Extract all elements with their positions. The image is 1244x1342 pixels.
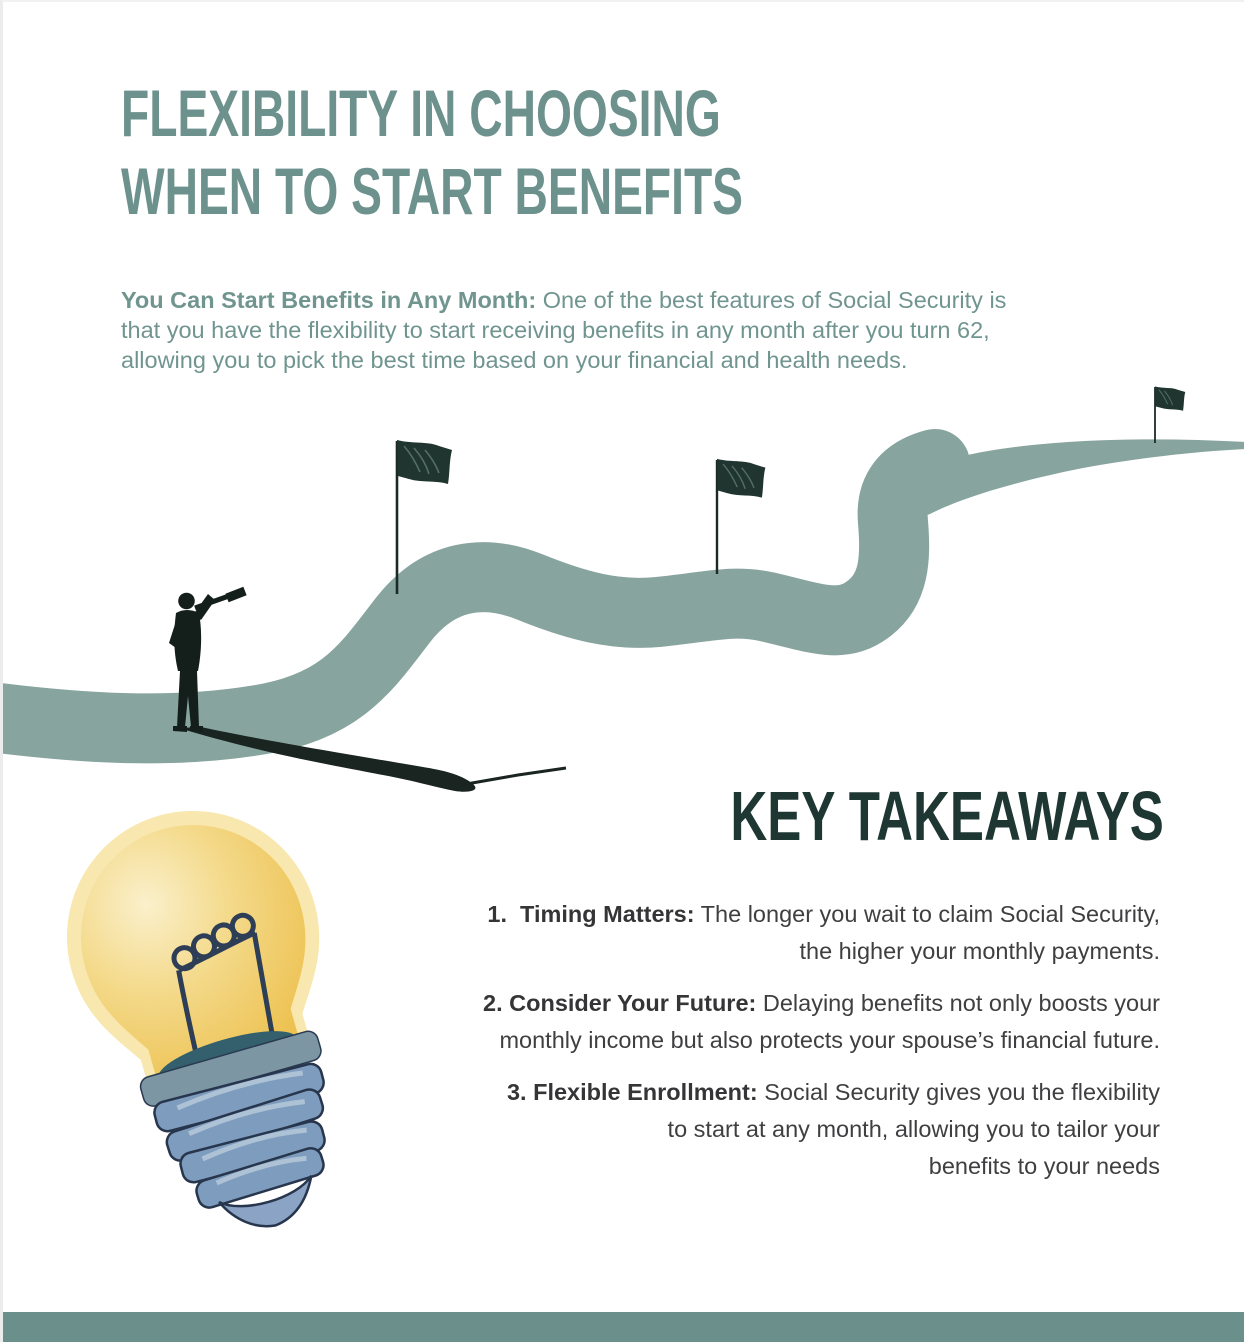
- takeaway-item-2: [340, 985, 1160, 1059]
- takeaway-1-text-line2: the higher your monthly payments.: [799, 938, 1160, 964]
- intro-line-1: [121, 287, 1006, 313]
- telescope-icon-barrel: [227, 591, 245, 598]
- lightbulb-illustration: [33, 795, 363, 1280]
- intro-line-1-rest: One of the best features of Social Security is: [536, 286, 1007, 313]
- takeaway-item-3: [340, 1074, 1160, 1185]
- winding-path-illustration: [3, 464, 935, 728]
- footer-bar: [3, 1312, 1244, 1342]
- figure-torso: [174, 610, 201, 671]
- takeaway-2-lead: 2. Consider Your Future:: [483, 990, 757, 1016]
- intro-lead-bold: You Can Start Benefits in Any Month:: [121, 286, 537, 313]
- milestone-flag-3-icon: [1155, 387, 1185, 443]
- milestone-flag-2-icon: [717, 459, 765, 574]
- takeaway-1-lead: 1. Timing Matters:: [487, 901, 695, 927]
- page-title-line1: FLEXIBILITY IN CHOOSING: [121, 76, 721, 150]
- figure-shadow: [179, 727, 566, 792]
- page-title-line2: WHEN TO START BENEFITS: [121, 154, 743, 228]
- takeaway-2-text: Delaying benefits not only boosts your: [756, 990, 1160, 1016]
- takeaway-item-1: [340, 896, 1160, 970]
- intro-paragraph: [121, 285, 1006, 375]
- intro-line-3: allowing you to pick the best time based on your financial and health needs.: [121, 346, 908, 373]
- takeaway-3-text-line3: benefits to your needs: [928, 1153, 1160, 1179]
- takeaways-list: [340, 896, 1160, 1185]
- takeaway-2-text-line2: monthly income but also protects your spouse’s financial future.: [499, 1027, 1160, 1053]
- takeaway-3-text-line2: to start at any month, allowing you to tailor your: [667, 1116, 1160, 1142]
- takeaway-3-text: Social Security gives you the flexibility: [757, 1079, 1160, 1105]
- takeaway-1-text: The longer you wait to claim Social Security,: [694, 901, 1160, 927]
- winding-path-scene: [3, 382, 1244, 802]
- key-takeaways-heading: KEY TAKEAWAYS: [730, 777, 1164, 855]
- takeaway-3-lead: 3. Flexible Enrollment:: [506, 1079, 758, 1105]
- intro-line-2: that you have the flexibility to start receiving benefits in any month after you turn 62,: [121, 316, 990, 343]
- title-block: [121, 74, 1010, 230]
- figure-head: [178, 593, 195, 610]
